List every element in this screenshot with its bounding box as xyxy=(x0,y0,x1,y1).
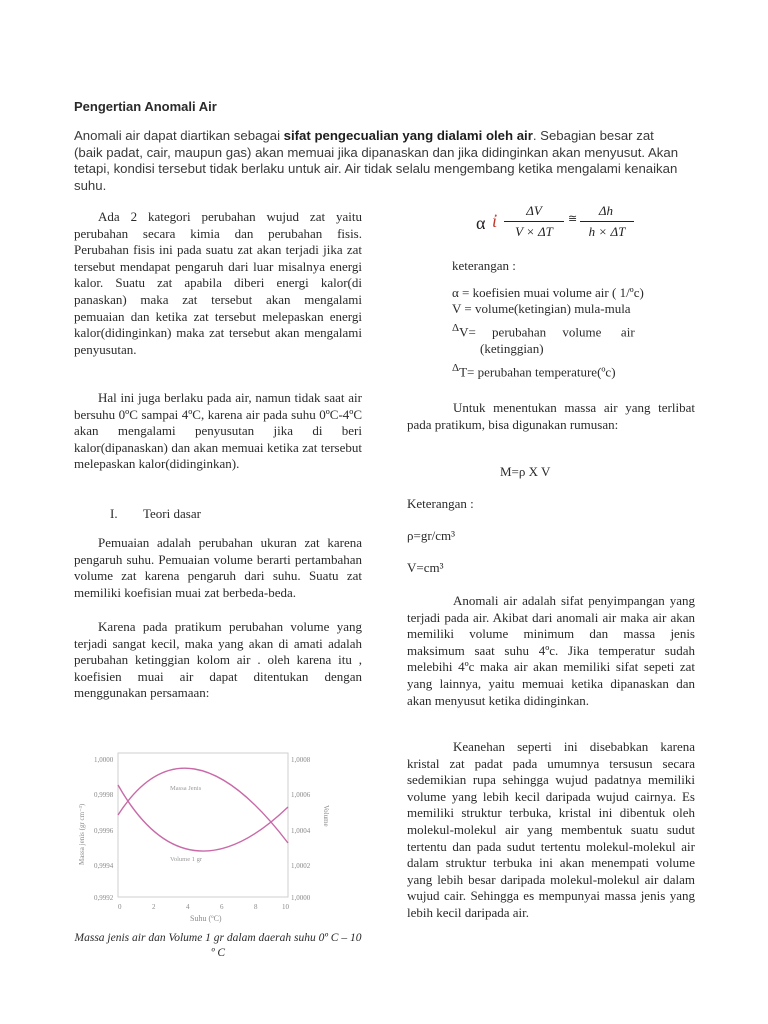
y-right-tick: 1,0008 xyxy=(291,756,311,764)
volume-definition: V=cm³ xyxy=(407,560,444,575)
y-right-tick: 1,0006 xyxy=(291,791,311,799)
y-right-tick: 1,0004 xyxy=(291,827,311,835)
fraction1-numerator: ΔV xyxy=(526,203,542,218)
approx-equal-symbol: ≅ xyxy=(568,213,578,225)
y-right-tick: 1,0002 xyxy=(291,862,311,870)
fraction2-bar xyxy=(580,221,634,222)
intro-text-pre: Anomali air dapat diartikan sebagai xyxy=(74,128,284,143)
figure-frame xyxy=(118,753,288,897)
rho-definition: ρ=gr/cm³ xyxy=(407,528,456,543)
keterangan2-label: Keterangan : xyxy=(407,496,474,511)
y-right-tick: 1,0000 xyxy=(291,894,311,902)
def-volume: V = volume(ketingian) mula-mula xyxy=(452,301,631,317)
mass-formula: M=ρ X V xyxy=(500,464,551,479)
delta-symbol: Δ xyxy=(452,321,460,334)
section-title: Teori dasar xyxy=(143,506,201,521)
x-tick: 6 xyxy=(220,903,224,911)
alpha-formula xyxy=(476,203,686,243)
x-tick: 8 xyxy=(254,903,258,911)
paragraph-anomali: Anomali air adalah sifat penyimpangan yang terjadi pada air. Akibat dari anomali air maka air akan memiliki volume minimum dan massa jenis maksimum saat suhu 4ºc. Jika temperatur sudah melebihi 4ºc maka air akan memiliki sifat sepeti zat yang lainnya, yaitu memuai ketika dipanaskan dan akan menyusut ketika didinginkan. xyxy=(407,593,695,708)
def-delta-v-text: V= perubahan volume air xyxy=(459,324,635,340)
def-delta-v xyxy=(452,320,697,341)
page-title: Pengertian Anomali Air xyxy=(74,99,217,114)
volume-curve-label: Volume 1 gr xyxy=(170,856,203,863)
intro-text-post: . Sebagian besar zat (baik padat, cair, maupun gas) akan memuai jika dipanaskan dan jika didinginkan akan menyusut. Akan tetapi, kondisi tersebut tidak berlaku untuk air. Air tidak selalu mengembang ketika mengalami kenaikan suhu. xyxy=(74,128,679,193)
intro-paragraph xyxy=(74,128,684,194)
x-tick: 2 xyxy=(152,903,156,911)
keterangan-label: keterangan : xyxy=(452,258,516,273)
def-delta-t-text: T= perubahan temperature(ºc) xyxy=(459,364,616,380)
density-curve-label: Massa Jenis xyxy=(170,785,202,792)
fraction1-bar xyxy=(504,221,564,222)
paragraph-massa: Untuk menentukan massa air yang terlibat pada pratikum, bisa digunakan rumusan: xyxy=(407,400,695,432)
def-alpha: α = koefisien muai volume air ( 1/ºc) xyxy=(452,285,644,300)
y-left-axis-label: Massa jenis (gr cm⁻³) xyxy=(78,803,86,865)
delta-symbol: Δ xyxy=(452,361,460,374)
intro-text-bold: sifat pengecualian yang dialami oleh air xyxy=(283,128,533,143)
y-left-tick: 1,0000 xyxy=(94,756,114,764)
x-axis-label: Suhu (ºC) xyxy=(190,914,222,923)
x-tick: 4 xyxy=(186,903,190,911)
density-volume-figure xyxy=(74,745,362,925)
y-left-tick: 0,9998 xyxy=(94,791,114,799)
density-curve xyxy=(118,768,288,843)
y-left-tick: 0,9994 xyxy=(94,862,114,870)
fraction2-numerator: Δh xyxy=(598,203,614,218)
alpha-symbol: α xyxy=(476,213,486,233)
x-tick: 0 xyxy=(118,903,122,911)
paragraph-air-0-4c: Hal ini juga berlaku pada air, namun tidak saat air bersuhu 0ºC sampai 4ºC, karena air pada suhu 0ºC-4ºC akan mengalami penyusutan jika di beri kalor(dipanaskan) dan akan memuai ketika zat tersebut melepaskan kalor(didinginkan). xyxy=(74,390,362,472)
fraction2-denominator: h × ΔT xyxy=(588,224,626,239)
paragraph-keanehan: Keanehan seperti ini disebabkan karena kristal zat padat pada umumnya tersusun secara sedemikian rupa sehingga wujud padatnya memiliki volume yang lebih kecil daripada wujud cairnya. Es memiliki struktur terbuka, kristal ini dibentuk oleh molekul-molekul air yang membentuk suatu sudut tertentu dan pada sudut tertentu molekul-molekul air dalam struktur terbuka ini akan menempati volume yang lebih besar daripada molekul-molekul air dalam wujud cair. Sehingga es mempunyai massa jenis yang lebih kecil daripada air. xyxy=(407,739,695,920)
y-left-tick: 0,9992 xyxy=(94,894,114,902)
x-tick: 10 xyxy=(282,903,289,911)
paragraph-kategori: Ada 2 kategori perubahan wujud zat yaitu perubahan secara kimia dan perubahan fisis. Perubahan fisis ini pada suatu zat akan terjadi jika zat tersebut mendapat pengaruh dari luar misalnya energi kalor. Suatu zat apabila diberi energi kalor(di panaskan) maka zat tersebut akan mengalami pemuaian dan ketika zat tersebut melepaskan energi kalor(didinginkan) maka zat tersebut akan mengalami penyusutan. xyxy=(74,209,362,357)
def-delta-t xyxy=(452,360,697,381)
def-delta-v-cont: (ketinggian) xyxy=(480,340,544,356)
figure-caption: Massa jenis air dan Volume 1 gr dalam daerah suhu 0º C – 10 º C xyxy=(74,932,362,959)
section-number: I. xyxy=(110,506,118,521)
y-right-axis-label: Volume xyxy=(322,805,330,827)
y-left-tick: 0,9996 xyxy=(94,827,114,835)
variable-definitions xyxy=(452,285,697,381)
paragraph-pemuaian: Pemuaian adalah perubahan ukuran zat karena pengaruh suhu. Pemuaian volume berarti pertambahan volume zat karena pengaruh dari suhu. Suatu zat memiliki koefisian muai zat berbeda-beda. xyxy=(74,535,362,600)
volume-curve xyxy=(118,785,288,851)
fraction1-denominator: V × ΔT xyxy=(515,224,553,239)
paragraph-koefisien: Karena pada pratikum perubahan volume yang terjadi sangat kecil, maka yang akan di amati adalah perubahan ketinggian kolom air . oleh karena itu , koefisien muai air dapat ditentukan dengan menggunakan persamaan: xyxy=(74,619,362,701)
approx-symbol: ἰ xyxy=(492,211,498,231)
